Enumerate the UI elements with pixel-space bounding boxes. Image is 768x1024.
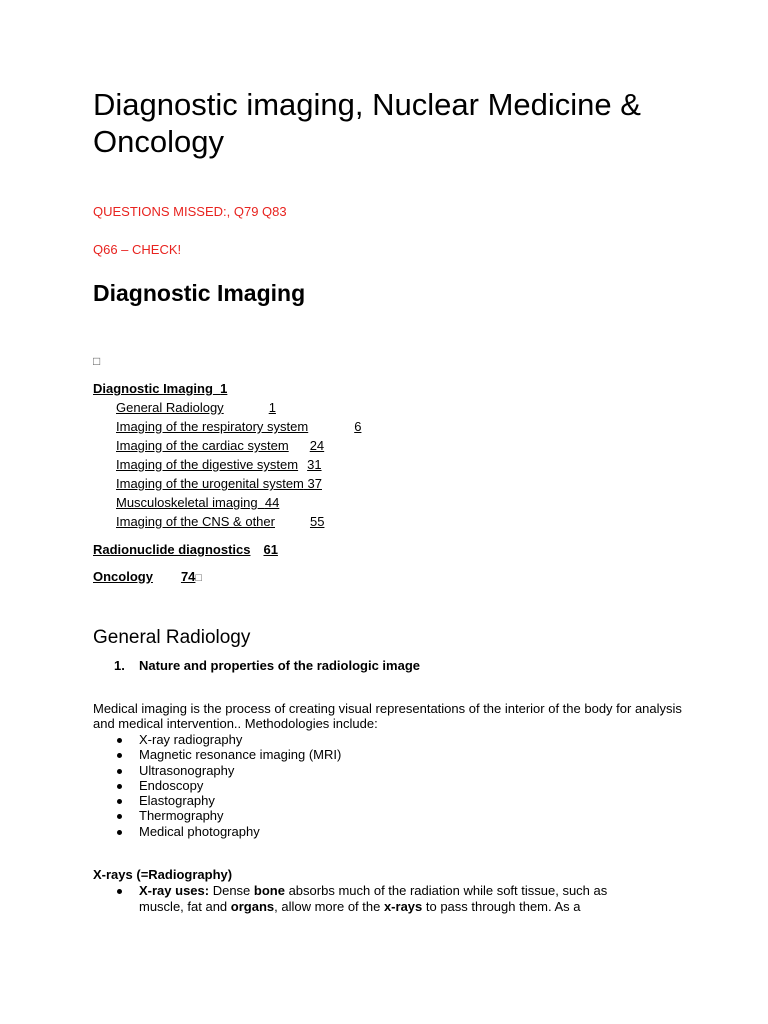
numbered-item bbox=[114, 658, 420, 673]
questions-missed-note: QUESTIONS MISSED:, Q79 Q83 bbox=[93, 204, 287, 219]
intro-paragraph: Medical imaging is the process of creating visual representations of the interior of the body for analysis and medical intervention.. Methodologies include: bbox=[93, 701, 682, 731]
toc-page: 37 bbox=[307, 476, 322, 491]
toc-label: Imaging of the CNS & other bbox=[116, 514, 275, 529]
list-item: Elastography bbox=[93, 793, 341, 808]
toc-page: 55 bbox=[309, 514, 325, 529]
toc-entry-general-radiology[interactable] bbox=[93, 398, 361, 417]
toc-link-cardiac[interactable] bbox=[116, 438, 324, 453]
toc-page: 74 bbox=[180, 569, 196, 584]
toc-entry-diagnostic-imaging[interactable] bbox=[93, 379, 361, 398]
placeholder-box-icon: □ bbox=[93, 354, 101, 368]
toc-link-urogenital[interactable] bbox=[116, 476, 322, 491]
document-title: Diagnostic imaging, Nuclear Medicine & Oncology bbox=[93, 87, 641, 159]
toc-page: 61 bbox=[263, 542, 278, 557]
toc-entry-cns[interactable] bbox=[93, 512, 361, 531]
xray-uses-label: X-ray uses: bbox=[139, 883, 210, 898]
xray-uses-paragraph bbox=[93, 883, 653, 914]
toc-page: 1 bbox=[220, 381, 228, 396]
toc-label: Imaging of the urogenital system bbox=[116, 476, 304, 491]
toc-link-musculoskeletal[interactable] bbox=[116, 495, 279, 510]
toc-page: 24 bbox=[309, 438, 325, 453]
toc-link-cns[interactable] bbox=[116, 514, 324, 529]
toc-entry-urogenital[interactable] bbox=[93, 474, 361, 493]
toc-link-general-radiology[interactable] bbox=[116, 400, 276, 415]
toc-entry-musculoskeletal[interactable] bbox=[93, 493, 361, 512]
bold-term: bone bbox=[253, 883, 285, 898]
toc-link-diagnostic-imaging[interactable] bbox=[93, 381, 227, 396]
item-number: 1. bbox=[114, 658, 125, 673]
toc-label: Radionuclide diagnostics bbox=[93, 542, 251, 557]
list-item: Ultrasonography bbox=[93, 763, 341, 778]
xrays-heading: X-rays (=Radiography) bbox=[93, 867, 233, 882]
list-item: Endoscopy bbox=[93, 778, 341, 793]
text-run: to pass through them. As a bbox=[422, 898, 581, 914]
toc-label: Imaging of the respiratory system bbox=[116, 419, 309, 434]
toc-label: Oncology bbox=[93, 569, 153, 584]
bold-term: organs bbox=[230, 898, 275, 914]
toc-link-oncology[interactable] bbox=[93, 569, 195, 584]
list-item: Medical photography bbox=[93, 824, 341, 839]
item-text: Nature and properties of the radiologic image bbox=[139, 658, 420, 673]
toc-label: Diagnostic Imaging bbox=[93, 381, 213, 396]
toc-entry-radionuclide[interactable] bbox=[93, 540, 278, 559]
toc-label: Imaging of the cardiac system bbox=[116, 438, 289, 453]
toc-page: 31 bbox=[307, 457, 322, 472]
general-radiology-heading: General Radiology bbox=[93, 627, 251, 648]
list-item: Magnetic resonance imaging (MRI) bbox=[93, 747, 341, 762]
text-run: , allow more of the bbox=[274, 898, 384, 914]
toc-label: General Radiology bbox=[116, 400, 224, 415]
toc-label: Musculoskeletal imaging bbox=[116, 495, 258, 510]
q66-check-note: Q66 – CHECK! bbox=[93, 242, 182, 257]
toc-page: 44 bbox=[264, 495, 280, 510]
placeholder-box-icon: □ bbox=[195, 572, 203, 584]
toc-link-radionuclide[interactable] bbox=[93, 542, 278, 557]
text-run: absorbs much of the radiation while soft tissue, such as muscle, fat and bbox=[139, 883, 608, 914]
list-item: X-ray radiography bbox=[93, 732, 341, 747]
list-item bbox=[93, 883, 653, 914]
toc-label: Imaging of the digestive system bbox=[116, 457, 299, 472]
toc-entry-respiratory[interactable] bbox=[93, 417, 361, 436]
table-of-contents bbox=[93, 379, 361, 531]
toc-link-respiratory[interactable] bbox=[116, 419, 361, 434]
text-run: Dense bbox=[209, 883, 254, 898]
toc-entry-digestive[interactable] bbox=[93, 455, 361, 474]
toc-entry-oncology[interactable] bbox=[93, 567, 202, 588]
methodologies-list bbox=[93, 732, 341, 839]
list-item: Thermography bbox=[93, 808, 341, 823]
toc-page: 1 bbox=[268, 400, 276, 415]
toc-link-digestive[interactable] bbox=[116, 457, 322, 472]
toc-page: 6 bbox=[354, 419, 362, 434]
diagnostic-imaging-heading: Diagnostic Imaging bbox=[93, 280, 306, 306]
bold-term: x-rays bbox=[383, 898, 423, 914]
toc-entry-cardiac[interactable] bbox=[93, 436, 361, 455]
